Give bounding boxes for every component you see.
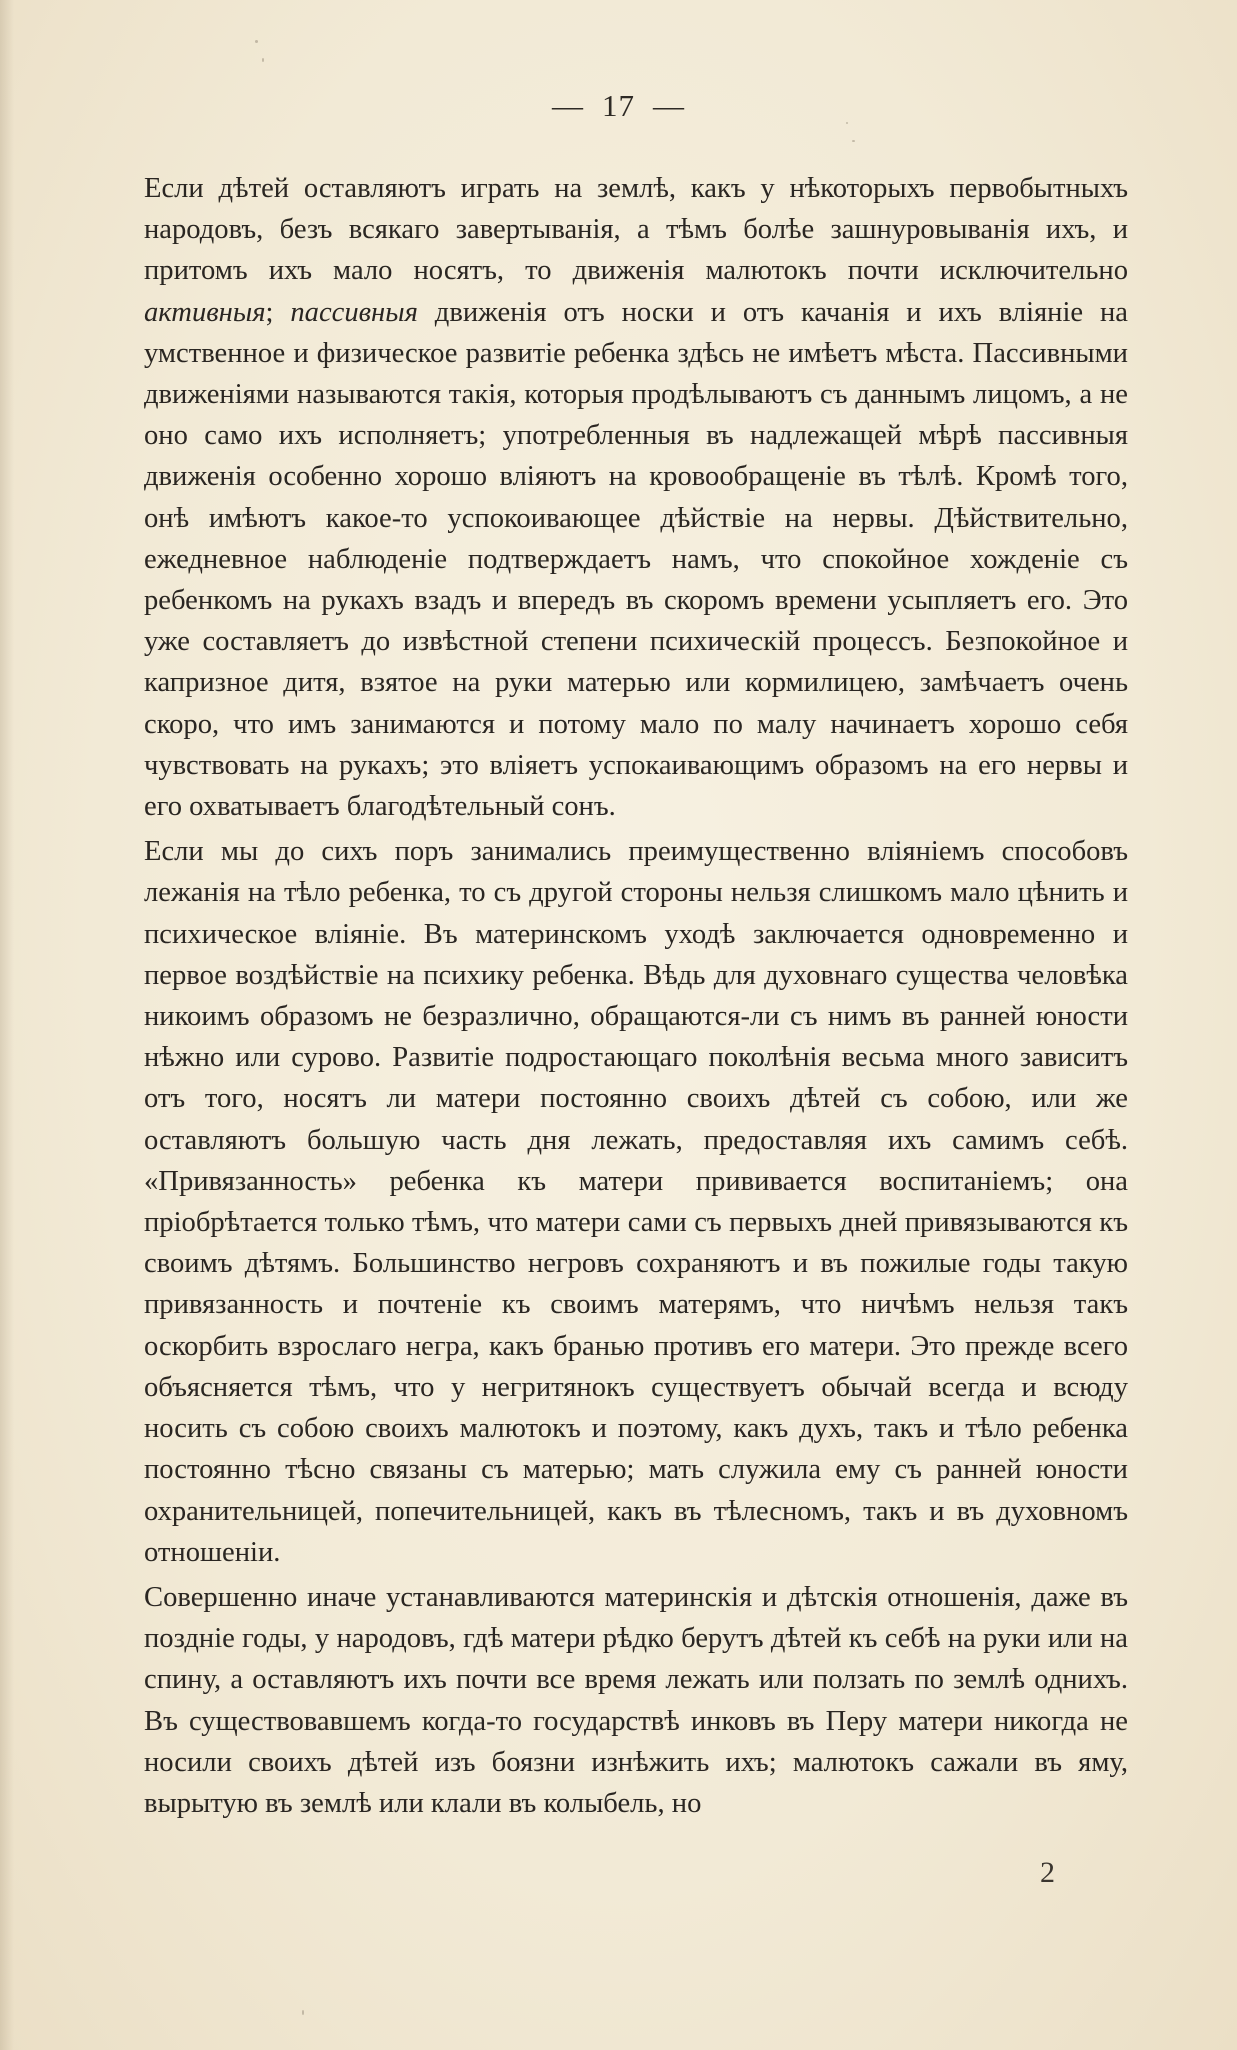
body-text — [144, 168, 1128, 1824]
page-edge-shadow — [0, 0, 14, 2050]
signature-mark: 2 — [1040, 1856, 1055, 1889]
page-number: 17 — [602, 88, 635, 123]
paragraph-2: Если мы до сихъ поръ занимались преимущественно вліяніемъ способовъ лежанія на тѣло ребенка, то съ другой стороны нельзя слишкомъ мало цѣнить и психическое вліяніе. Въ материнскомъ уходѣ заключается одновременно и первое воздѣйствіе на психику ребенка. Вѣдь для духовнаго существа человѣка никоимъ образомъ не безразлично, обращаются-ли съ нимъ въ ранней юности нѣжно или сурово. Развитіе подростающаго поколѣнія весьма много зависитъ отъ того, носятъ ли матери постоянно своихъ дѣтей съ собою, или же оставляютъ большую часть дня лежать, предоставляя ихъ самимъ себѣ. «Привязанность» ребенка къ матери прививается воспитаніемъ; она пріобрѣтается только тѣмъ, что матери сами съ первыхъ дней привязываются къ своимъ дѣтямъ. Большинство негровъ сохраняютъ и въ пожилые годы такую привязанность и почтеніе къ своимъ матерямъ, что ничѣмъ нельзя такъ оскорбить взрослаго негра, какъ бранью противъ его матери. Это прежде всего объясняется тѣмъ, что у негритянокъ существуетъ обычай всегда и всюду носить съ собою своихъ малютокъ и поэтому, какъ духъ, такъ и тѣло ребенка постоянно тѣсно связаны съ матерью; мать служила ему съ ранней юности охранительницей, попечительницей, какъ въ тѣлесномъ, такъ и въ духовномъ отношеніи. — [144, 836, 1128, 1568]
page-number-header — [0, 88, 1237, 124]
dash-right: — — [653, 88, 685, 123]
paragraph-3: Совершенно иначе устанавливаются материнскія и дѣтскія отношенія, даже въ поздніе годы, у народовъ, гдѣ матери рѣдко берутъ дѣтей къ себѣ на руки или на спину, а оставляютъ ихъ почти все время лежать или ползать по землѣ однихъ. Въ существовавшемъ когда-то государствѣ инковъ въ Перу матери никогда не носили своихъ дѣтей изъ боязни изнѣжить ихъ; малютокъ сажали въ яму, вырытую въ землѣ или клали въ колыбель, но — [144, 1581, 1128, 1819]
emphasis-word: активныя — [144, 296, 266, 328]
paragraph-1: Если дѣтей оставляютъ играть на землѣ, какъ у нѣкоторыхъ первобытныхъ народовъ, безъ всякаго завертыванія, а тѣмъ болѣе зашнуровыванія ихъ, и притомъ ихъ мало носятъ, то движенія малютокъ почти исключительно активныя; пассивныя движенія отъ носки и отъ качанія и ихъ вліяніе на умственное и физическое развитіе ребенка здѣсь не имѣетъ мѣста. Пассивными движеніями называются такія, которыя продѣлываютъ съ даннымъ лицомъ, а не оно само ихъ исполняетъ; употребленныя въ надлежащей мѣрѣ пассивныя движенія особенно хорошо вліяютъ на кровообращеніе въ тѣлѣ. Кромѣ того, онѣ имѣютъ какое-то успокоивающее дѣйствіе на нервы. Дѣйствительно, ежедневное наблюденіе подтверждаетъ намъ, что спокойное хожденіе съ ребенкомъ на рукахъ взадъ и впередъ въ скоромъ времени усыпляетъ его. Это уже составляетъ до извѣстной степени психическій процессъ. Безпокойное и капризное дитя, взятое на руки матерью или кормилицею, замѣчаетъ очень скоро, что имъ занимаются и потому мало по малу начинаетъ хорошо себя чувствовать на рукахъ; это вліяетъ успокаивающимъ образомъ на его нервы и его охватываетъ благодѣтельный сонъ. — [144, 173, 1129, 823]
dash-left: — — [552, 88, 584, 123]
emphasis-word: пассивныя — [290, 296, 418, 328]
